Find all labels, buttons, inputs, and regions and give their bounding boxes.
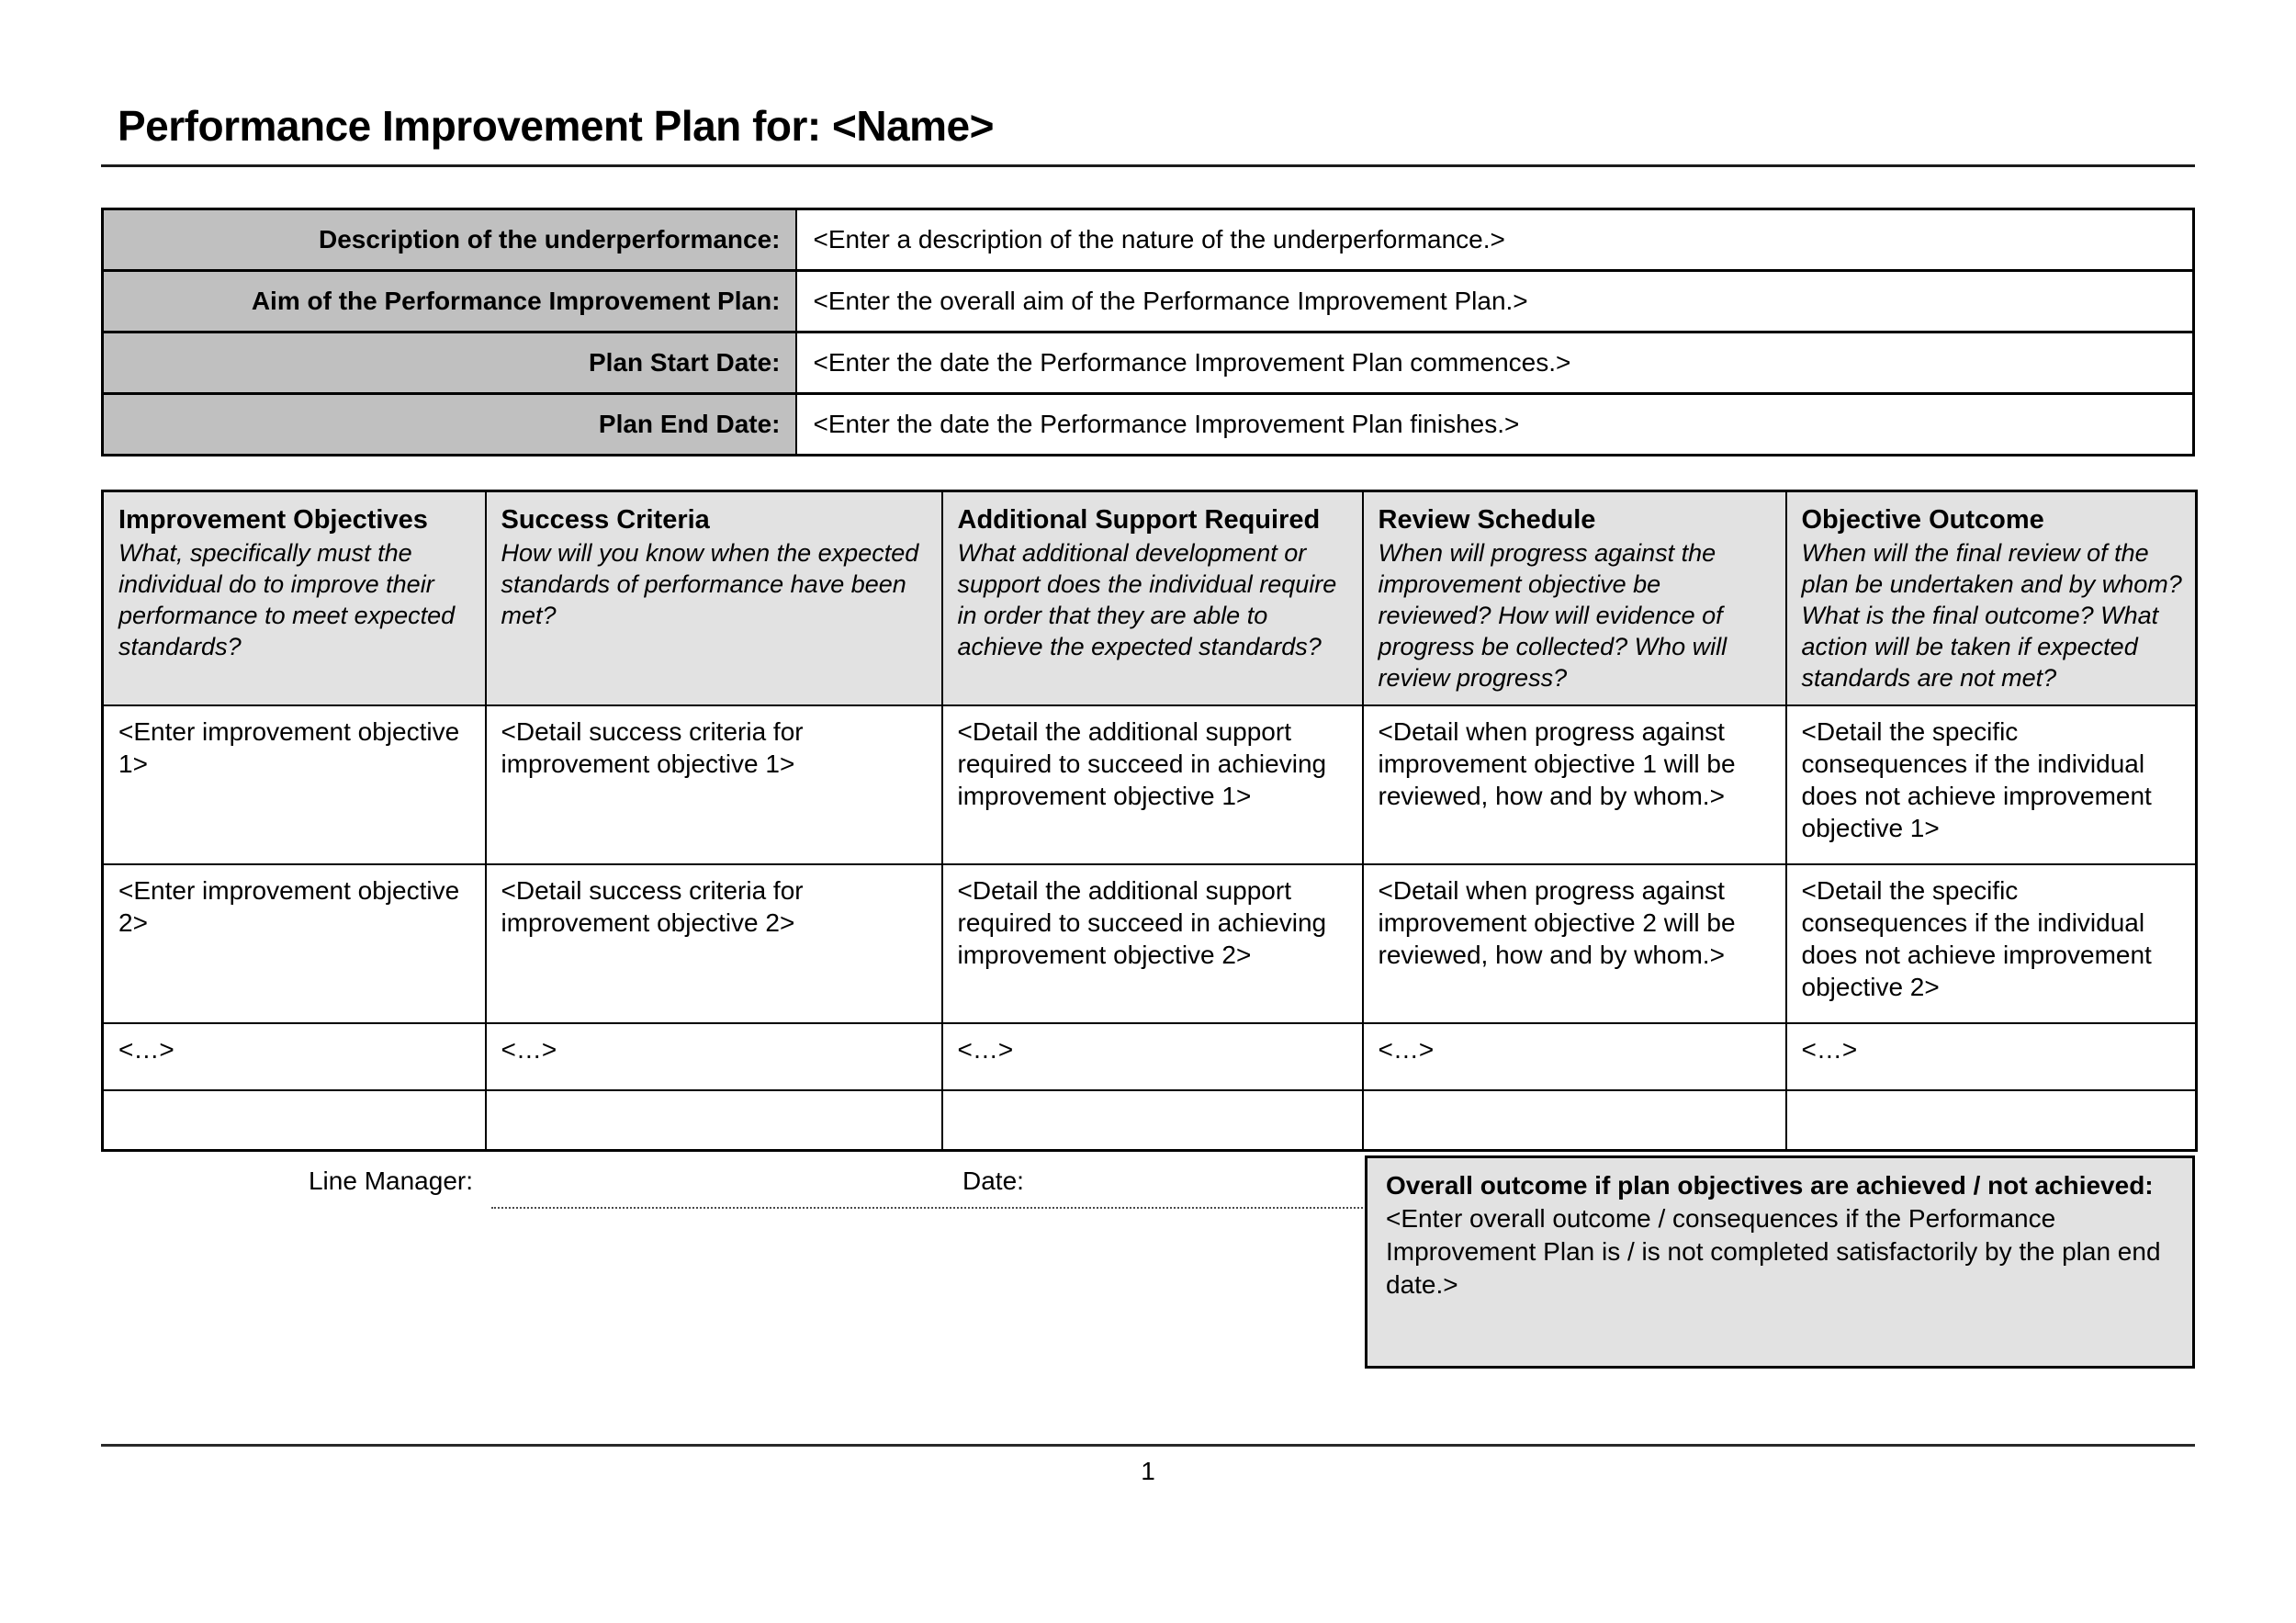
summary-label-description: Description of the underperformance:: [103, 209, 796, 270]
column-header-additional-support: [942, 490, 1363, 705]
empty-cell[interactable]: [1786, 1090, 2197, 1151]
empty-cell[interactable]: [1363, 1090, 1786, 1151]
empty-cell[interactable]: [942, 1090, 1363, 1151]
column-header-review-schedule: [1363, 490, 1786, 705]
success-criteria-2-field[interactable]: <Detail success criteria for improvement objective 2>: [486, 864, 942, 1023]
objective-2-field[interactable]: <Enter improvement objective 2>: [103, 864, 486, 1023]
page-number: 1: [1141, 1457, 1155, 1485]
empty-cell[interactable]: [486, 1090, 942, 1151]
summary-value-start-date-field[interactable]: <Enter the date the Performance Improvement Plan commences.>: [796, 332, 2194, 393]
objective-1-field[interactable]: <Enter improvement objective 1>: [103, 705, 486, 864]
date-label: Date:: [962, 1167, 1024, 1196]
column-subtitle: What, specifically must the individual do to improve their performance to meet expected standards?: [118, 538, 456, 660]
overall-outcome-box: [1365, 1155, 2195, 1369]
title-rule: [101, 164, 2195, 167]
summary-label-end-date: Plan End Date:: [103, 393, 796, 455]
column-title: Objective Outcome: [1801, 504, 2044, 535]
objectives-header-row: [103, 490, 2197, 705]
footer-rule: [101, 1444, 2195, 1447]
line-manager-label: Line Manager:: [308, 1167, 473, 1196]
column-header-objective-outcome: [1786, 490, 2197, 705]
summary-table: [101, 208, 2195, 456]
summary-row-aim: [103, 270, 2194, 332]
column-subtitle: How will you know when the expected standards of performance have been met?: [501, 538, 919, 629]
objective-row-2: [103, 864, 2197, 1023]
column-title: Additional Support Required: [957, 504, 1321, 535]
objectives-table: [101, 490, 2198, 1153]
overall-outcome-field[interactable]: <Enter overall outcome / consequences if the Performance Improvement Plan is / is not completed satisfactorily by the plan end date.>: [1386, 1204, 2161, 1300]
signature-area: [488, 1155, 1365, 1369]
additional-support-1-field[interactable]: <Detail the additional support required to succeed in achieving improvement objective 1>: [942, 705, 1363, 864]
summary-row-start-date: [103, 332, 2194, 393]
overall-outcome-title: Overall outcome if plan objectives are achieved / not achieved:: [1386, 1171, 2154, 1200]
objective-row-ellipsis: [103, 1023, 2197, 1090]
column-title: Success Criteria: [501, 504, 710, 535]
objective-outcome-2-field[interactable]: <Detail the specific consequences if the individual does not achieve improvement objective 2>: [1786, 864, 2197, 1023]
page-title: Performance Improvement Plan for: <Name>: [118, 102, 994, 150]
column-title: Review Schedule: [1378, 504, 1596, 535]
objective-outcome-1-field[interactable]: <Detail the specific consequences if the individual does not achieve improvement objective 1>: [1786, 705, 2197, 864]
summary-label-aim: Aim of the Performance Improvement Plan:: [103, 270, 796, 332]
summary-value-aim-field[interactable]: <Enter the overall aim of the Performance Improvement Plan.>: [796, 270, 2194, 332]
column-header-success-criteria: [486, 490, 942, 705]
objective-row-1: [103, 705, 2197, 864]
summary-row-description: [103, 209, 2194, 270]
ellipsis-cell[interactable]: <…>: [486, 1023, 942, 1090]
objective-row-empty: [103, 1090, 2197, 1151]
summary-value-description-field[interactable]: <Enter a description of the nature of the underperformance.>: [796, 209, 2194, 270]
document-content: [101, 0, 2195, 1369]
summary-value-end-date-field[interactable]: <Enter the date the Performance Improvement Plan finishes.>: [796, 393, 2194, 455]
ellipsis-cell[interactable]: <…>: [1786, 1023, 2197, 1090]
ellipsis-cell[interactable]: <…>: [1363, 1023, 1786, 1090]
review-schedule-1-field[interactable]: <Detail when progress against improvement objective 1 will be reviewed, how and by whom.>: [1363, 705, 1786, 864]
success-criteria-1-field[interactable]: <Detail success criteria for improvement objective 1>: [486, 705, 942, 864]
signature-section: [101, 1155, 2195, 1369]
review-schedule-2-field[interactable]: <Detail when progress against improvement objective 2 will be reviewed, how and by whom.>: [1363, 864, 1786, 1023]
column-subtitle: When will progress against the improvement objective be reviewed? How will evidence of progress be collected? Who will review progress?: [1378, 538, 1728, 692]
column-subtitle: What additional development or support does the individual require in order that they are able to achieve the expected standards?: [957, 538, 1337, 660]
column-title: Improvement Objectives: [118, 504, 428, 535]
column-subtitle: When will the final review of the plan be undertaken and by whom? What is the final outcome? What action will be taken if expected standards are not met?: [1801, 538, 2182, 692]
ellipsis-cell[interactable]: <…>: [103, 1023, 486, 1090]
summary-label-start-date: Plan Start Date:: [103, 332, 796, 393]
ellipsis-cell[interactable]: <…>: [942, 1023, 1363, 1090]
empty-cell[interactable]: [103, 1090, 486, 1151]
summary-row-end-date: [103, 393, 2194, 455]
additional-support-2-field[interactable]: <Detail the additional support required to succeed in achieving improvement objective 2>: [942, 864, 1363, 1023]
signature-line[interactable]: [491, 1207, 1363, 1209]
column-header-improvement-objectives: [103, 490, 486, 705]
